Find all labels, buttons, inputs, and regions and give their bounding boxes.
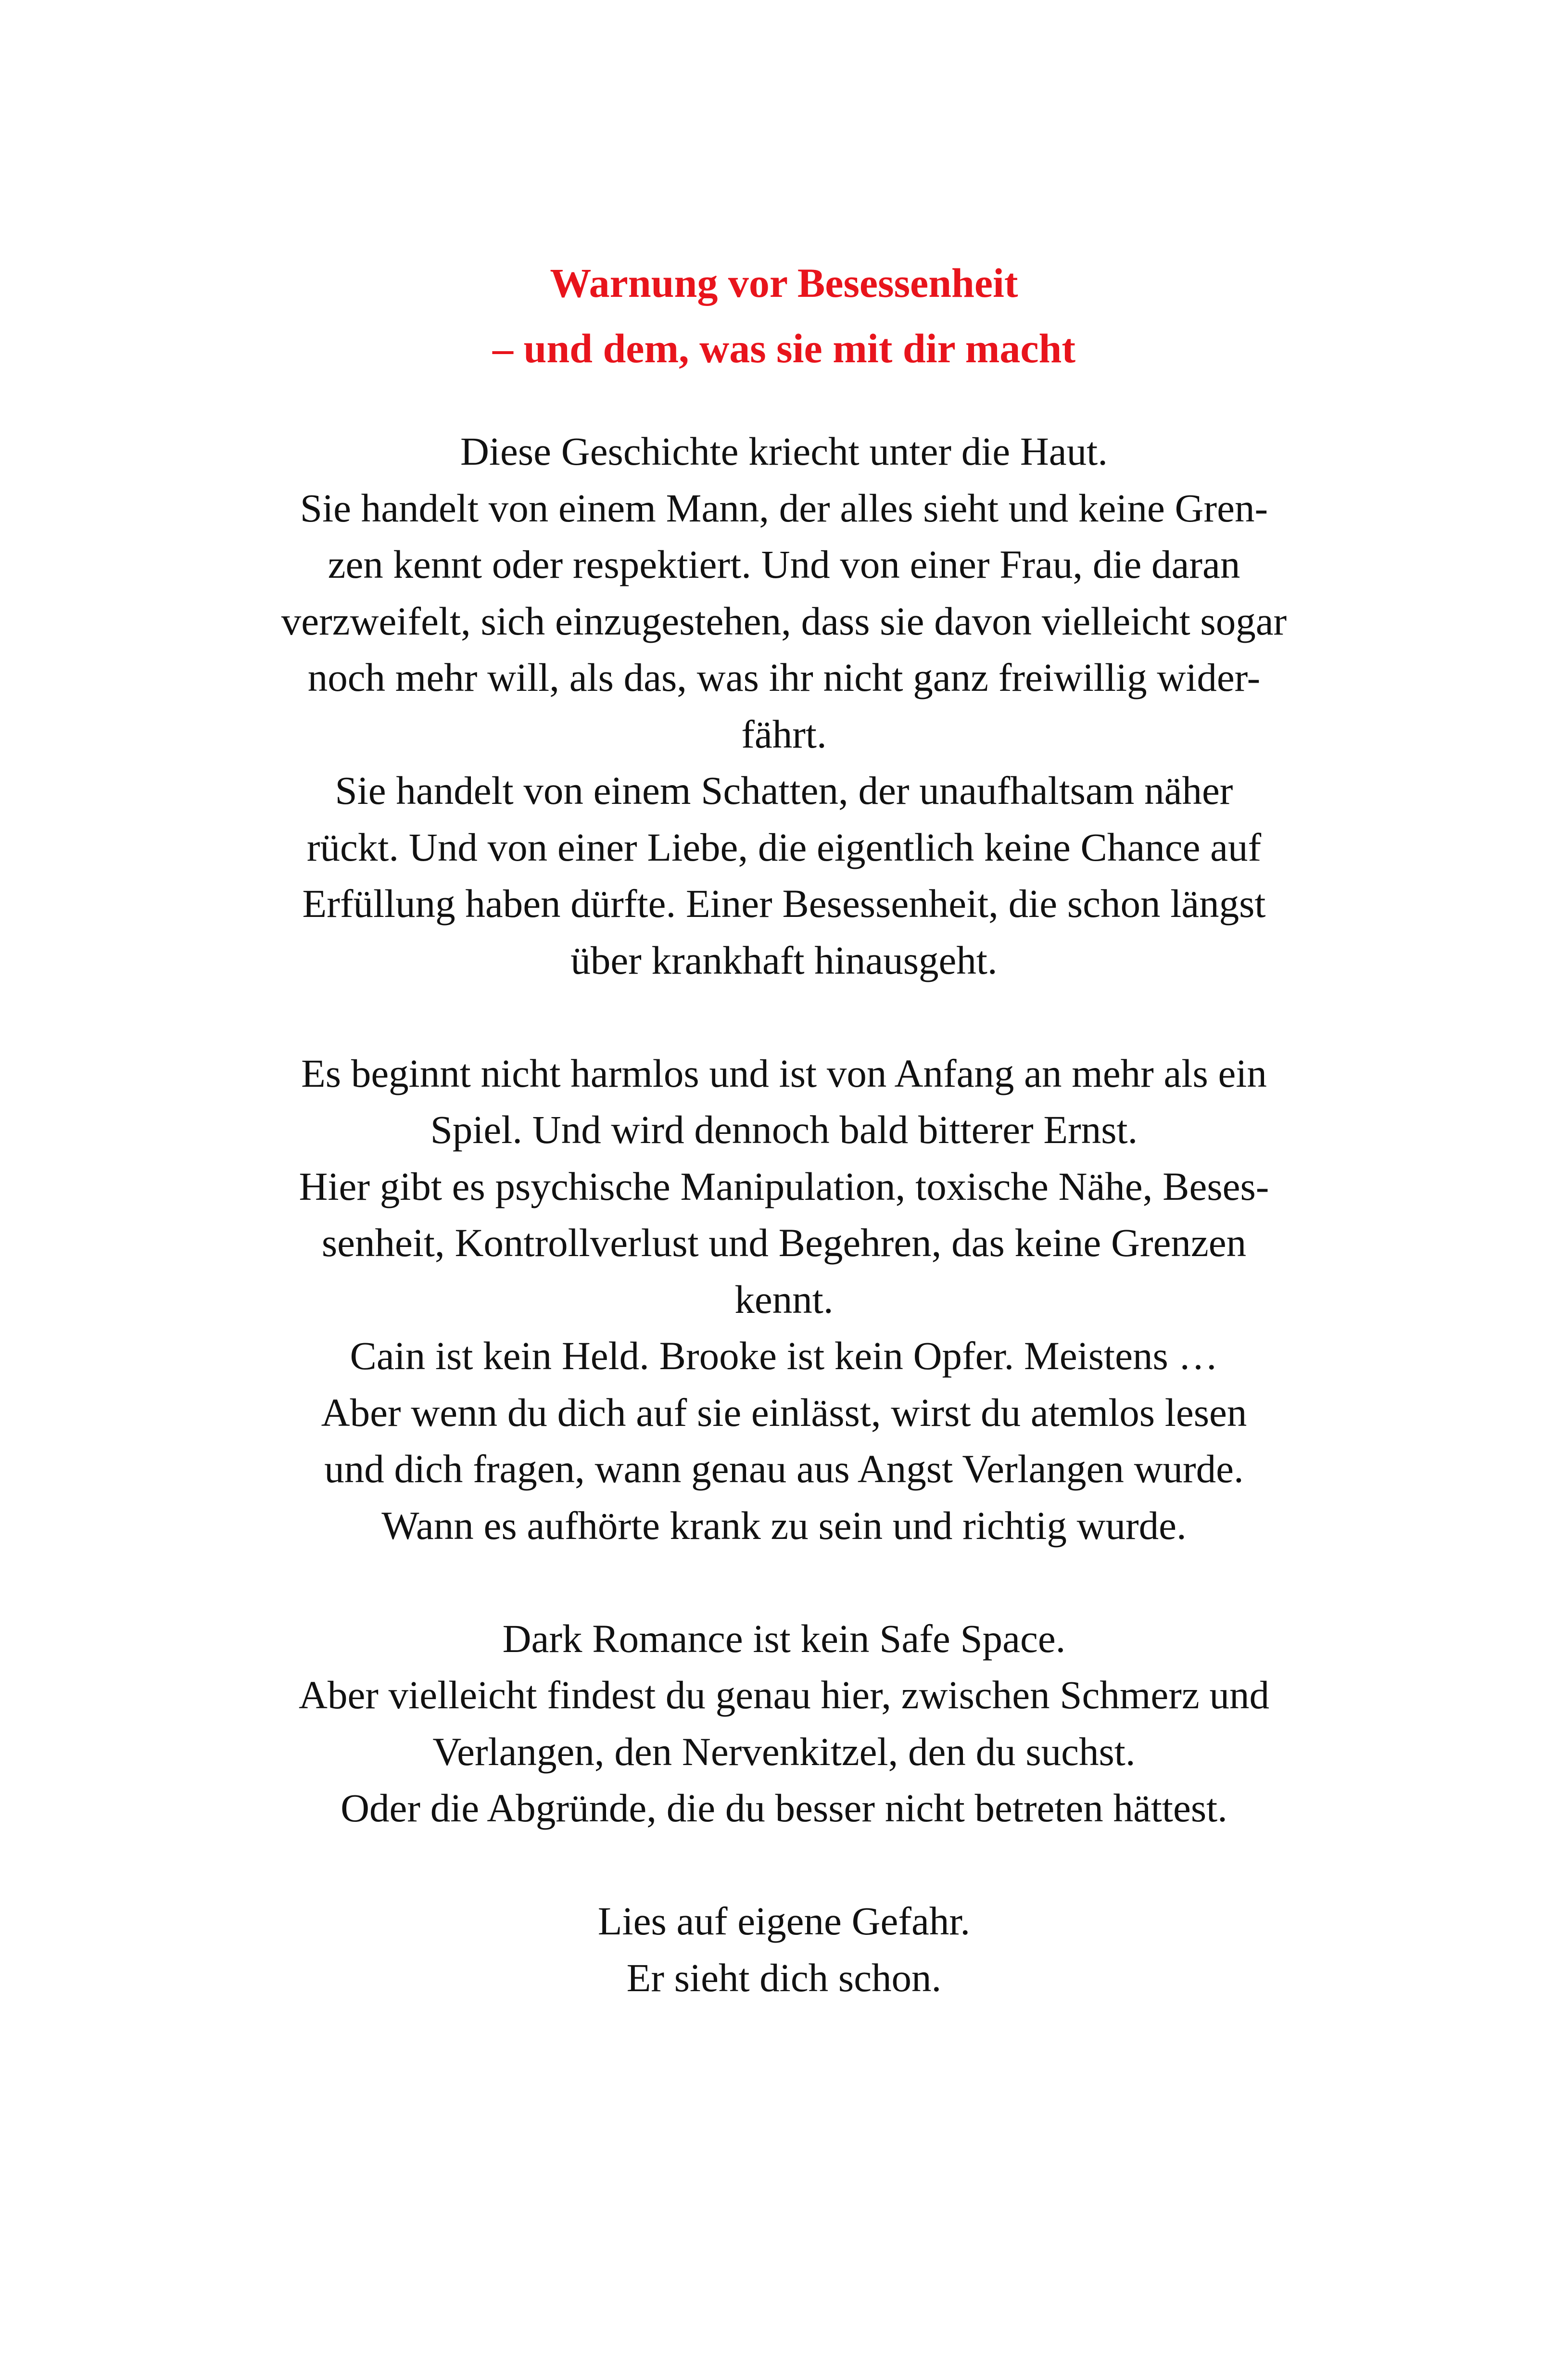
text-line: und dich fragen, wann genau aus Angst Verlangen wurde.: [324, 1447, 1244, 1491]
text-line: über krankhaft hinausgeht.: [570, 938, 998, 982]
text-line: verzweifelt, sich einzugestehen, dass sie davon vielleicht sogar: [281, 598, 1287, 643]
text-line: rückt. Und von einer Liebe, die eigentlich keine Chance auf: [306, 825, 1262, 869]
text-line: Aber vielleicht findest du genau hier, zwischen Schmerz und: [299, 1673, 1269, 1717]
title-line-2: – und dem, was sie mit dir macht: [492, 325, 1076, 371]
text-line: Sie handelt von einem Schatten, der unaufhaltsam näher: [335, 768, 1233, 813]
text-line: Wann es aufhörte krank zu sein und richtig wurde.: [381, 1503, 1187, 1548]
text-line: Diese Geschichte kriecht unter die Haut.: [460, 429, 1108, 473]
text-line: Es beginnt nicht harmlos und ist von Anfang an mehr als ein: [301, 1051, 1267, 1095]
text-line: Lies auf eigene Gefahr.: [597, 1899, 971, 1943]
text-line: Cain ist kein Held. Brooke ist kein Opfer. Meistens …: [350, 1334, 1218, 1378]
paragraph-3: [0, 1611, 1568, 1837]
text-line: Verlangen, den Nervenkitzel, den du suchst.: [432, 1729, 1136, 1774]
warning-title: [0, 250, 1568, 381]
paragraph-4: [0, 1893, 1568, 2006]
text-line: kennt.: [734, 1277, 834, 1322]
text-line: zen kennt oder respektiert. Und von einer Frau, die daran: [328, 542, 1240, 586]
warning-body: [0, 423, 1568, 2006]
text-line: Sie handelt von einem Mann, der alles sieht und keine Gren-: [300, 485, 1268, 530]
text-line: noch mehr will, als das, was ihr nicht ganz freiwillig wider-: [307, 655, 1261, 699]
text-line: Hier gibt es psychische Manipulation, toxische Nähe, Beses-: [299, 1164, 1269, 1208]
paragraph-gap: [0, 989, 1568, 1045]
title-line-1: Warnung vor Besessenheit: [550, 260, 1018, 306]
text-line: Erfüllung haben dürfte. Einer Besessenheit, die schon längst: [302, 881, 1266, 926]
text-line: Spiel. Und wird dennoch bald bitterer Ernst.: [430, 1107, 1138, 1152]
text-line: Aber wenn du dich auf sie einlässt, wirst du atemlos lesen: [321, 1390, 1247, 1435]
text-line: Er sieht dich schon.: [626, 1955, 942, 2000]
text-line: Dark Romance ist kein Safe Space.: [502, 1616, 1066, 1661]
paragraph-1: [0, 423, 1568, 989]
paragraph-gap: [0, 1837, 1568, 1894]
text-line: fährt.: [741, 712, 827, 756]
text-line: senheit, Kontrollverlust und Begehren, das keine Grenzen: [321, 1220, 1247, 1265]
paragraph-2: [0, 1045, 1568, 1554]
paragraph-gap: [0, 1554, 1568, 1611]
text-line: Oder die Abgründe, die du besser nicht betreten hättest.: [341, 1786, 1227, 1830]
